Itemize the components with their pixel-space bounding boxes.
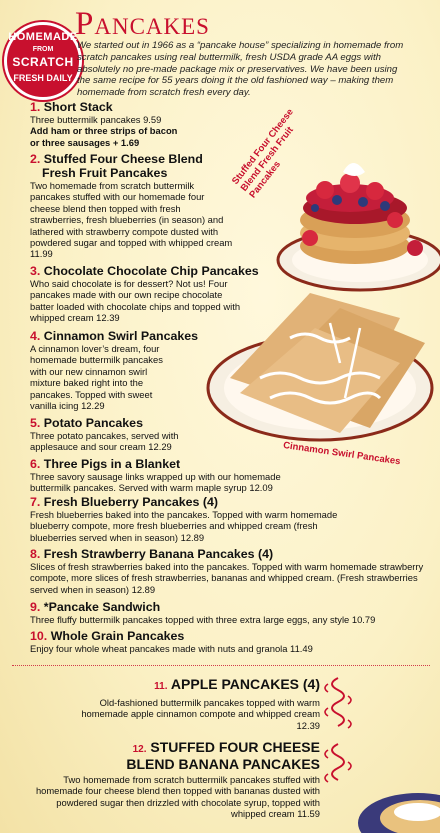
menu-item-7: 7. Fresh Blueberry Pancakes (4) Fresh blueberries baked into the pancakes. Topped with warm homemade blueberry compote, more fresh blueberries and whipped cream (fresh blueberries served when in season) 12.89 bbox=[30, 495, 338, 543]
menu-item-6: 6. Three Pigs in a Blanket Three savory sausage links wrapped up with our homemade buttermilk pancakes. Served with warm maple syrup 12.09 bbox=[30, 457, 281, 494]
section-divider bbox=[12, 665, 430, 666]
photo2-caption: Cinnamon Swirl Pancakes bbox=[282, 440, 402, 468]
menu-item-1: 1. Short Stack Three buttermilk pancakes 9.59 Add ham or three strips of bacon or three sausages + 1.69 bbox=[30, 100, 178, 148]
special-item-11: 11. APPLE PANCAKES (4) Old-fashioned buttermilk pancakes topped with warm homemade apple cinnamon compote and whipped cream 12.39 bbox=[81, 676, 320, 731]
photo1-caption: Stuffed Four Cheese Blend Fresh Fruit Pancakes bbox=[230, 106, 296, 201]
badge-bottom: FRESH DAILY bbox=[13, 73, 73, 83]
ornament-swirl-icon bbox=[318, 676, 358, 734]
menu-item-4: 4. Cinnamon Swirl Pancakes A cinnamon lover’s dream, four homemade buttermilk pancakes with our new cinnamon swirl mixture baked right into the pancakes. Topped with sweet vanilla icing 12.29 bbox=[30, 329, 199, 412]
badge-top: HOMEMADE bbox=[8, 31, 78, 43]
menu-item-10: 10. Whole Grain Pancakes Enjoy four whole wheat pancakes made with nuts and granola 11.49 bbox=[30, 629, 313, 654]
badge-scratch: SCRATCH bbox=[12, 55, 74, 69]
banana-pancake-photo bbox=[348, 778, 440, 833]
menu-item-9: 9. *Pancake Sandwich Three fluffy buttermilk pancakes topped with three extra large eggs, any style 10.79 bbox=[30, 600, 376, 625]
badge-mid: FROM bbox=[32, 46, 54, 53]
homemade-badge bbox=[4, 22, 82, 100]
menu-item-5: 5. Potato Pancakes Three potato pancakes, served with applesauce and sour cream 12.29 bbox=[30, 416, 179, 453]
special-item-12: 12. STUFFED FOUR CHEESE BLEND BANANA PANCAKES Two homemade from scratch buttermilk pancakes stuffed with homemade four cheese blend then topped with bananas dusted with powdered sugar then drizzled with chocolate syrup, topped with whipped cream 11.59 bbox=[35, 739, 320, 820]
page-title: Pancakes bbox=[75, 6, 210, 42]
intro-text: We started out in 1966 as a “pancake house” specializing in homemade from scratch pancakes using real buttermilk, fresh USDA grade AA eggs with absolutely no pre-made package mix or preservatives. We have been using the same recipe for 55 years doing it the old fashioned way – making them homemade from scratch fresh every day. bbox=[77, 40, 404, 99]
menu-item-3: 3. Chocolate Chocolate Chip Pancakes Who said chocolate is for dessert? Not us! Four pancakes made with our own recipe chocolate batter loaded with chocolate chips and topped with whipped cream 12.39 bbox=[30, 264, 259, 324]
menu-item-8: 8. Fresh Strawberry Banana Pancakes (4) Slices of fresh strawberries baked into the pancakes. Topped with warm homemade strawberry compote, more slices of fresh strawberries, bananas and whipped cream. (Fresh strawberries served when in season) 12.89 bbox=[30, 547, 424, 595]
menu-item-2: 2. Stuffed Four Cheese Blend Fresh Fruit Pancakes Two homemade from scratch buttermilk pancakes stuffed with our homemade four cheese blend then topped with fresh strawberries, fresh blueberries (in season) and lathered with strawberry compote dusted with powdered sugar and topped with whipped cream 11.99 bbox=[30, 152, 233, 260]
